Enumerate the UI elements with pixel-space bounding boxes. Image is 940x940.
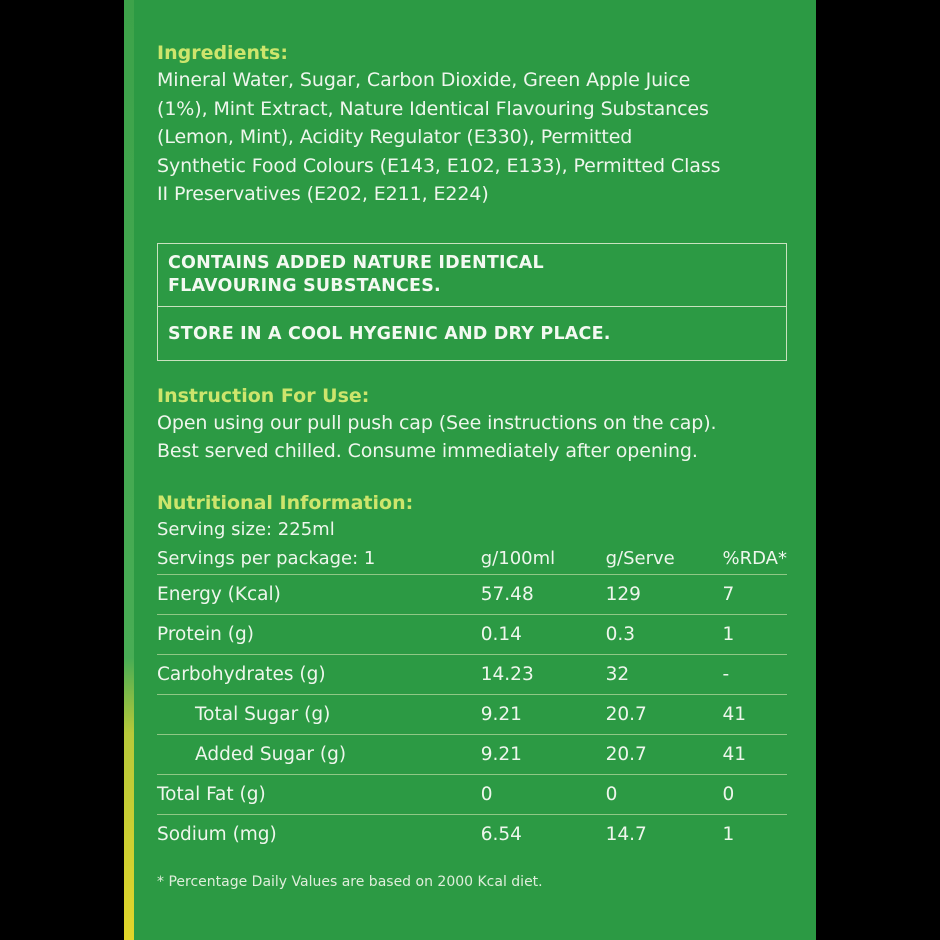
ingredients-section xyxy=(157,40,797,209)
table-row xyxy=(157,694,787,734)
ingredients-line: (1%), Mint Extract, Nature Identical Flavouring Substances xyxy=(157,97,709,120)
per-serve-value: 129 xyxy=(606,574,723,614)
storage-notice: STORE IN A COOL HYGENIC AND DRY PLACE. xyxy=(158,306,786,360)
rda-value: 0 xyxy=(723,774,787,814)
ingredients-line: II Preservatives (E202, E211, E224) xyxy=(157,183,489,205)
table-row xyxy=(157,614,787,654)
instructions-text xyxy=(157,409,797,466)
rda-value: 41 xyxy=(723,734,787,774)
nutrient-name: Added Sugar (g) xyxy=(157,734,481,774)
rda-value: 41 xyxy=(723,694,787,734)
per-100ml-value: 14.23 xyxy=(481,654,606,694)
ingredients-line: (Lemon, Mint), Acidity Regulator (E330), Permitted xyxy=(157,126,633,148)
nutrient-name: Total Sugar (g) xyxy=(157,694,481,734)
rda-value: 1 xyxy=(722,823,735,845)
instructions-heading: Instruction For Use: xyxy=(157,384,370,407)
instructions-section xyxy=(157,383,797,466)
serving-size: Serving size: 225ml xyxy=(157,518,335,540)
nutrient-name: Total Fat (g) xyxy=(157,774,481,814)
panel-left-edge xyxy=(124,0,134,940)
rda-value: 7 xyxy=(723,574,787,614)
table-row xyxy=(157,654,787,694)
rda-value: - xyxy=(723,654,787,694)
flavouring-notice-line: CONTAINS ADDED NATURE IDENTICAL xyxy=(168,252,544,273)
nutrition-section xyxy=(157,490,797,890)
table-row xyxy=(157,774,787,814)
table-row xyxy=(157,574,787,614)
servings-per-package: Servings per package: 1 xyxy=(157,544,481,575)
flavouring-notice-line: FLAVOURING SUBSTANCES. xyxy=(168,275,441,296)
per-serve-value: 0 xyxy=(606,774,723,814)
ingredients-heading: Ingredients: xyxy=(157,42,288,64)
per-serve-value: 20.7 xyxy=(606,734,723,774)
instructions-line: Best served chilled. Consume immediately after opening. xyxy=(157,440,698,462)
ingredients-line: Synthetic Food Colours (E143, E102, E133), Permitted Class xyxy=(157,154,721,177)
per-serve-value: 32 xyxy=(606,654,723,694)
nutrient-name: Protein (g) xyxy=(157,614,481,654)
nutrition-table xyxy=(157,544,787,854)
table-row xyxy=(157,734,787,774)
per-serve-value: 0.3 xyxy=(606,614,723,654)
rda-value: 1 xyxy=(723,614,787,654)
per-100ml-value: 9.21 xyxy=(481,694,606,734)
ingredients-line: Mineral Water, Sugar, Carbon Dioxide, Green Apple Juice xyxy=(157,69,691,91)
instructions-line: Open using our pull push cap (See instructions on the cap). xyxy=(157,411,717,434)
per-100ml-value: 6.54 xyxy=(480,823,522,845)
per-100ml-value: 0.14 xyxy=(481,614,606,654)
column-header-per-serve: g/Serve xyxy=(606,544,723,575)
column-header-rda: %RDA* xyxy=(723,544,787,575)
nutrition-header-row xyxy=(157,544,787,575)
per-100ml-value: 9.21 xyxy=(481,734,606,774)
nutrient-name: Carbohydrates (g) xyxy=(157,654,481,694)
column-header-per-100ml: g/100ml xyxy=(481,544,606,575)
nutrition-heading: Nutritional Information: xyxy=(157,491,414,514)
table-row xyxy=(157,814,787,854)
per-100ml-value: 57.48 xyxy=(481,574,606,614)
per-serve-value: 14.7 xyxy=(605,823,647,845)
per-100ml-value: 0 xyxy=(481,774,606,814)
nutrient-name: Sodium (mg) xyxy=(157,823,277,845)
flavouring-notice xyxy=(158,244,786,306)
notice-box xyxy=(157,243,787,361)
nutrient-name: Energy (Kcal) xyxy=(157,574,481,614)
ingredients-text xyxy=(157,66,797,209)
label-content xyxy=(157,40,797,890)
rda-footnote: * Percentage Daily Values are based on 2000 Kcal diet. xyxy=(157,873,543,890)
per-serve-value: 20.7 xyxy=(606,694,723,734)
